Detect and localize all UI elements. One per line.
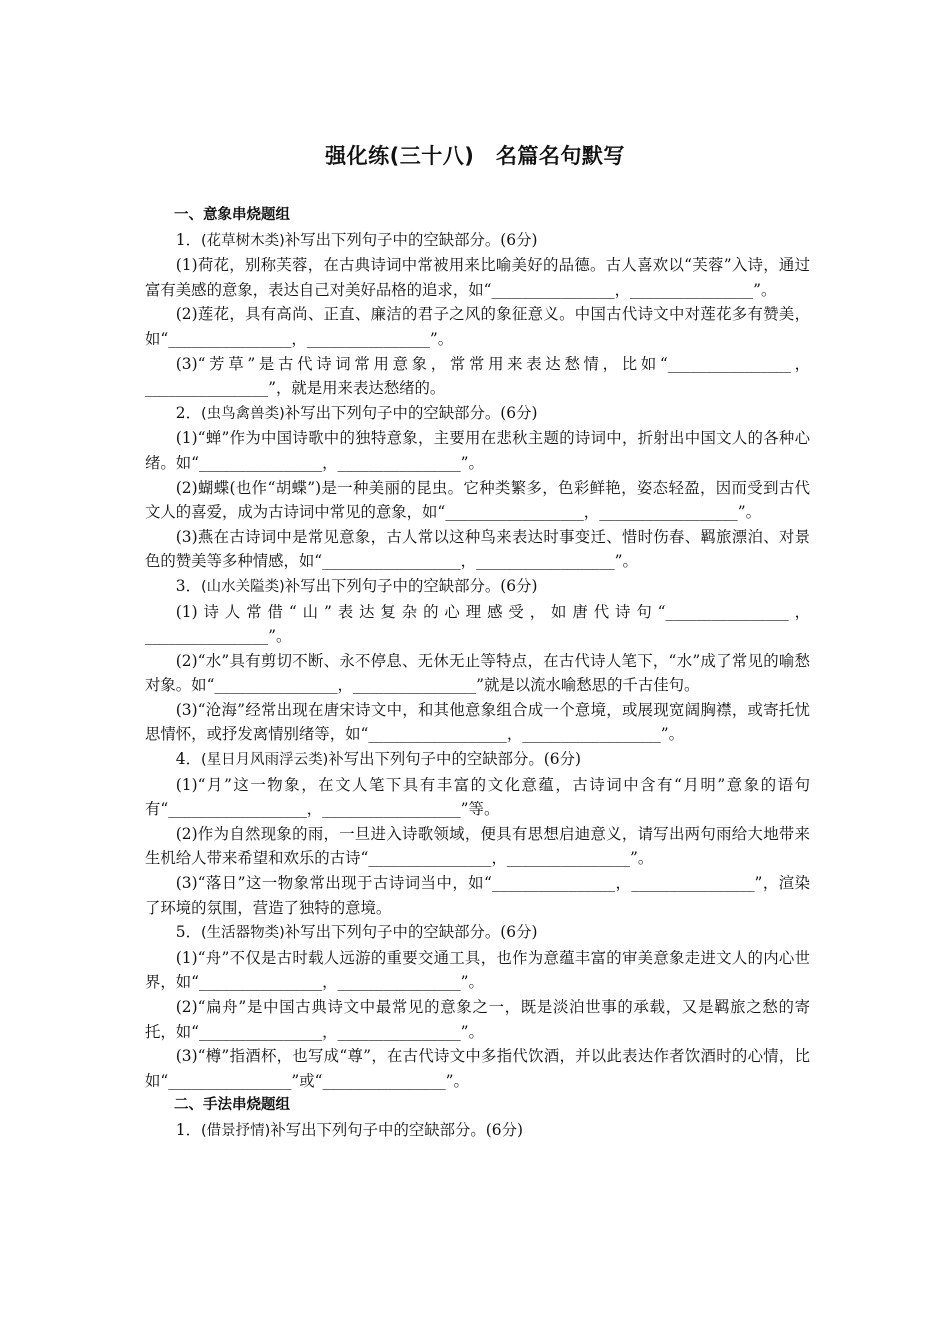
question-item: (3)燕在古诗词中是常见意象，古人常以这种鸟来表达时事变迁、惜时伤春、羁旅漂泊、对景色的赞美等多种情感，如“__________________，__________________”。 — [145, 527, 810, 571]
question-category: (虫鸟禽兽类) — [200, 405, 285, 422]
question-item: (3)“樽”指酒杯，也写成“尊”，在古代诗文中多指代饮酒，并以此表达作者饮酒时的心情，比如“________________”或“________________”。 — [145, 1047, 810, 1090]
question-item: (1)荷花，别称芙蓉，在古典诗词中常被用来比喻美好的品德。古人喜欢以“芙蓉”入诗，通过富有美感的意象，表达自己对美好品格的追求，如“________________，________________”。 — [145, 256, 810, 299]
question-number: 3． — [175, 576, 201, 595]
question-item: (1)“舟”不仅是古时载人远游的重要交通工具，也作为意蕴丰富的审美意象走进文人的内心世界，如“________________，________________”。 — [145, 948, 810, 992]
question-number: 4． — [175, 750, 201, 769]
document-body — [145, 203, 810, 1144]
question-number: 5． — [175, 923, 201, 942]
question-number: 1． — [175, 1120, 201, 1139]
question-item: (2)“扁舟”是中国古典诗文中最常见的意象之一，既是淡泊世事的承载，又是羁旅之愁的寄托，如“________________，________________”。 — [145, 998, 810, 1041]
question-item: (3)“落日”这一物象常出现于古诗词当中，如“________________，________________”，渲染了环境的氛围，营造了独特的意境。 — [145, 874, 810, 917]
question-category: (花草树木类) — [200, 232, 285, 249]
document-title: 强化练(三十八) 名篇名句默写 — [325, 144, 625, 168]
question-instruction: 补写出下列句子中的空缺部分。(6分) — [284, 923, 538, 942]
question-instruction: 补写出下列句子中的空缺部分。(6分) — [284, 230, 538, 249]
question-item: (2)蝴蝶(也作“胡蝶”)是一种美丽的昆虫。它种类繁多，色彩鲜艳，姿态轻盈，因而受到古代文人的喜爱，成为古诗词中常见的意象，如“__________________，__________________”。 — [145, 478, 810, 522]
question-item: (3)“沧海”经常出现在唐宋诗文中，和其他意象组合成一个意境，或展现宽阔胸襟，或寄托忧思情怀，或抒发离情别绪等，如“__________________，__________________”。 — [145, 700, 810, 744]
question-heading — [145, 920, 810, 946]
question-heading — [145, 401, 810, 427]
question-item: (2)作为自然现象的雨，一旦进入诗歌领域，便具有思想启迪意义，请写出两句雨给大地带来生机给人带来希望和欢乐的古诗“________________，________________”。 — [145, 824, 810, 868]
question-category: (生活器物类) — [200, 925, 285, 942]
question-category: (山水关隘类) — [200, 578, 285, 595]
question-item: (1)“月”这一物象，在文人笔下具有丰富的文化意蕴，古诗词中含有“月明”意象的语句有“__________________，__________________”等。 — [145, 775, 810, 819]
question-category: (借景抒情) — [200, 1122, 271, 1139]
question-number: 2． — [175, 403, 201, 422]
question-item: (1)诗人常借“山”表达复杂的心理感受，如唐代诗句“________________，________________”。 — [145, 602, 810, 646]
question-instruction: 补写出下列句子中的空缺部分。(6分) — [284, 576, 538, 595]
question-instruction: 补写出下列句子中的空缺部分。(6分) — [284, 403, 538, 422]
question-item: (3)“芳草”是古代诗词常用意象，常常用来表达愁情，比如“________________，________________”，就是用来表达愁绪的。 — [145, 354, 810, 398]
question-item: (1)“蝉”作为中国诗歌中的独特意象，主要用在悲秋主题的诗词中，折射出中国文人的各种心绪。如“________________，________________”。 — [145, 429, 810, 472]
question-category: (星日月风雨浮云类) — [200, 752, 329, 769]
question-number: 1． — [175, 230, 201, 249]
question-heading — [145, 574, 810, 600]
question-item: (2)莲花，具有高尚、正直、廉洁的君子之风的象征意义。中国古代诗文中对莲花多有赞美，如“________________，________________”。 — [145, 305, 810, 348]
section-heading: 一、意象串烧题组 — [174, 207, 290, 223]
question-heading — [145, 1118, 810, 1144]
section-heading: 二、手法串烧题组 — [174, 1097, 290, 1114]
question-item: (2)“水”具有剪切不断、永不停息、无休无止等特点，在古代诗人笔下，“水”成了常见的喻愁对象。如“________________，________________”就是以流水喻愁思的千古佳句。 — [145, 651, 810, 695]
question-heading — [145, 747, 810, 773]
question-heading — [145, 228, 810, 254]
question-instruction: 补写出下列句子中的空缺部分。(6分) — [328, 750, 581, 769]
question-instruction: 补写出下列句子中的空缺部分。(6分) — [270, 1120, 523, 1139]
